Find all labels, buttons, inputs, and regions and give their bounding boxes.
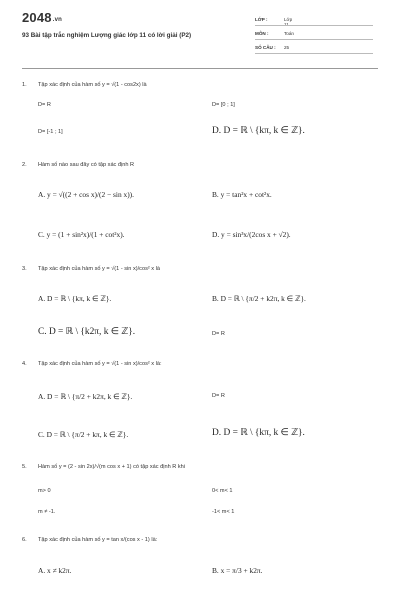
q1-option-c[interactable]: D= [-1 ; 1]: [38, 129, 63, 135]
q5-option-d[interactable]: -1< m< 1: [212, 509, 235, 515]
q1-option-d[interactable]: D. D = ℝ \ {kπ, k ∈ ℤ}.: [212, 126, 305, 136]
q5-option-a[interactable]: m> 0: [38, 488, 51, 494]
question-6: 6. Tập xác định của hàm số y = tan x/(cos x - 1) là:: [22, 537, 158, 543]
q4-option-c[interactable]: C. D = ℝ \ {π/2 + kπ, k ∈ ℤ}.: [38, 430, 129, 439]
q4-option-b[interactable]: D= R: [212, 393, 225, 399]
q4-option-d[interactable]: D. D = ℝ \ {kπ, k ∈ ℤ}.: [212, 428, 305, 438]
question-2: 2. Hàm số nào sau đây có tập xác định R: [22, 162, 135, 168]
q2-option-b[interactable]: B. y = tan²x + cot²x.: [212, 190, 272, 199]
q5-option-c[interactable]: m ≠ -1.: [38, 509, 56, 515]
q3-option-b[interactable]: B. D = ℝ \ {π/2 + k2π, k ∈ ℤ}.: [212, 294, 306, 303]
header-divider: [22, 68, 378, 69]
site-logo[interactable]: 2048.vn: [22, 10, 63, 25]
q3-option-c[interactable]: C. D = ℝ \ {k2π, k ∈ ℤ}.: [38, 327, 136, 337]
question-4: 4. Tập xác định của hàm số y = √(1 - sin x)/cos² x là:: [22, 361, 162, 367]
q3-option-d[interactable]: D= R: [212, 331, 225, 337]
q2-option-a[interactable]: A. y = √((2 + cos x)/(2 − sin x)).: [38, 190, 134, 199]
q6-option-a[interactable]: A. x ≠ k2π.: [38, 566, 72, 575]
question-3: 3. Tập xác định của hàm số y = √(1 - sin x)/cos² x là: [22, 266, 160, 272]
q1-option-a[interactable]: D= R: [38, 102, 51, 108]
q3-option-a[interactable]: A. D = ℝ \ {kπ, k ∈ ℤ}.: [38, 294, 112, 303]
q4-option-a[interactable]: A. D = ℝ \ {π/2 + k2π, k ∈ ℤ}.: [38, 392, 133, 401]
q2-option-d[interactable]: D. y = sin³x/(2cos x + √2).: [212, 230, 291, 239]
question-5: 5. Hàm số y = (2 - sin 2x)/√(m cos x + 1) có tập xác định R khi: [22, 464, 186, 470]
q1-option-b[interactable]: D= [0 ; 1]: [212, 102, 235, 108]
q2-option-c[interactable]: C. y = (1 + sin²x)/(1 + cot²x).: [38, 230, 125, 239]
document-header: 2048.vn 93 Bài tập trắc nghiệm Lượng giác lớp 11 có lời giải (P2) LỚP : Lớp 11 MÔN : Toán SỐ CÂU : 25: [0, 0, 400, 66]
document-title: 93 Bài tập trắc nghiệm Lượng giác lớp 11 có lời giải (P2): [22, 32, 192, 39]
q5-option-b[interactable]: 0< m< 1: [212, 488, 233, 494]
question-1: 1. Tập xác định của hàm số y = √(1 - cos2x) là: [22, 82, 147, 88]
q6-option-b[interactable]: B. x = π/3 + k2π.: [212, 566, 263, 575]
